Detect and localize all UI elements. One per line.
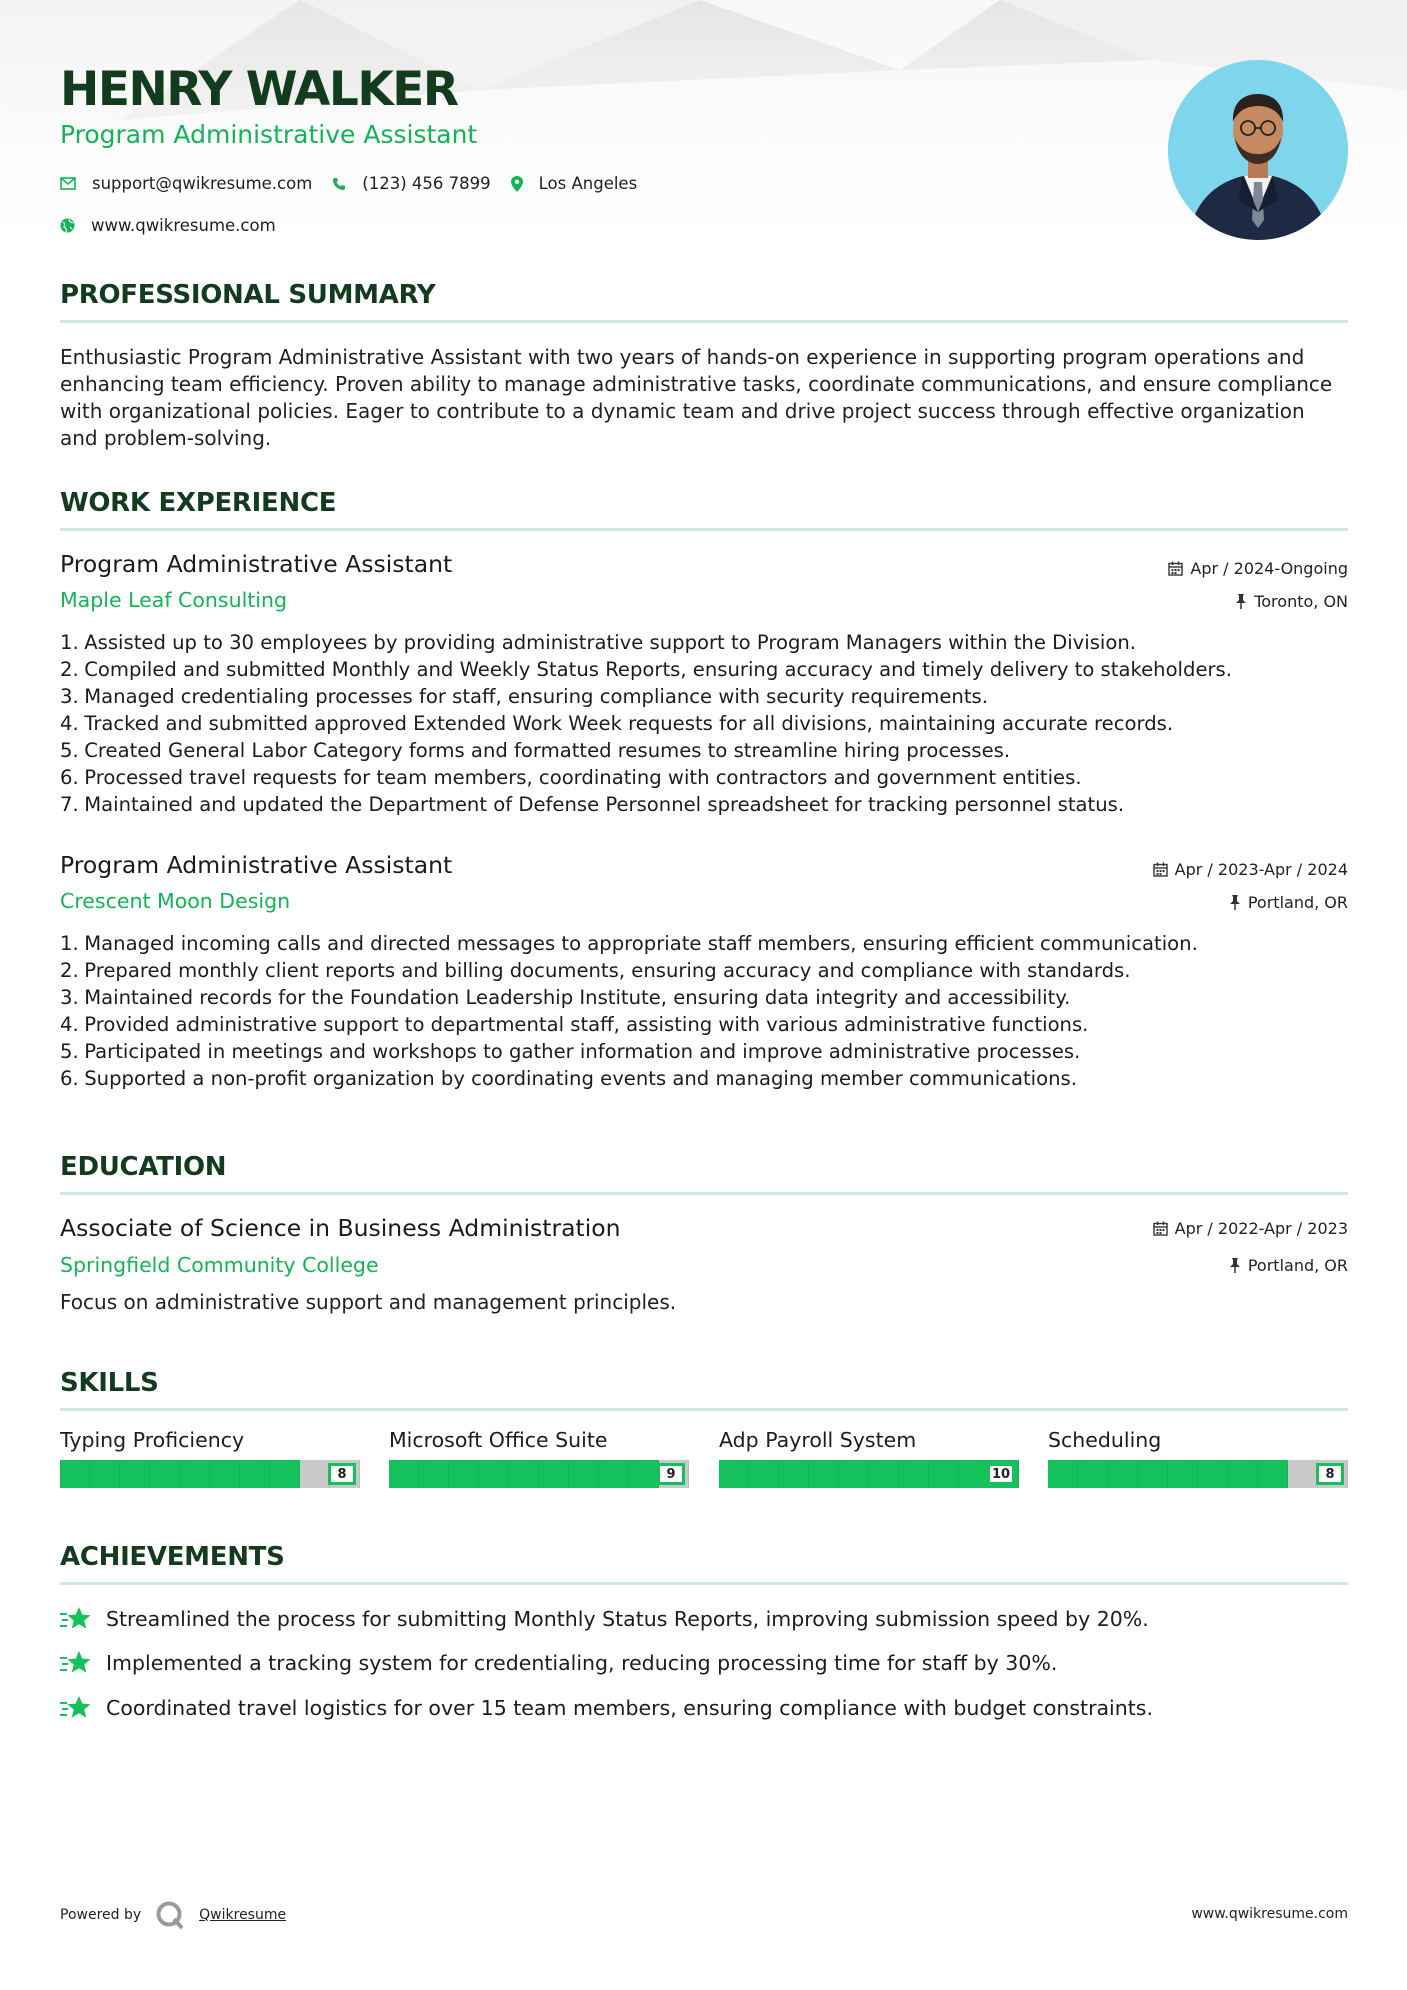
list-item: 7. Maintained and updated the Department of Defense Personnel spreadsheet for tracking personnel status. (60, 793, 1125, 816)
calendar-icon (1153, 862, 1168, 877)
candidate-role: Program Administrative Assistant (60, 120, 478, 149)
skill-level-ticks (60, 1460, 360, 1488)
list-item: 6. Processed travel requests for team members, coordinating with contractors and government entities. (60, 766, 1082, 789)
education-location-text: Portland, OR (1247, 1256, 1348, 1275)
globe-icon (60, 218, 75, 233)
job-location-text: Toronto, ON (1254, 592, 1348, 611)
star-achievement-icon (60, 1695, 92, 1721)
job-location (1235, 592, 1348, 611)
job-dates (1168, 559, 1348, 578)
map-pin-icon (511, 176, 523, 192)
skill-level-badge: 8 (328, 1463, 356, 1485)
job-title: Program Administrative Assistant (60, 851, 453, 879)
achievement-text: Coordinated travel logistics for over 15 team members, ensuring compliance with budget constraints. (106, 1696, 1153, 1720)
list-item: 1. Managed incoming calls and directed messages to appropriate staff members, ensuring efficient communication. (60, 932, 1198, 955)
footer-powered-by (60, 1900, 286, 1930)
powered-by-label: Powered by (60, 1907, 142, 1923)
education-dates-text: Apr / 2022-Apr / 2023 (1174, 1219, 1348, 1238)
job-location-text: Portland, OR (1247, 893, 1348, 912)
qwikresume-logo-icon (155, 1900, 185, 1930)
skill-level-bar (719, 1460, 1019, 1488)
job-title: Program Administrative Assistant (60, 550, 453, 578)
skill-level-bar (60, 1460, 360, 1488)
skill-name: Microsoft Office Suite (389, 1428, 608, 1452)
skill-level-bar (1048, 1460, 1348, 1488)
contact-row (60, 174, 657, 193)
website-text: www.qwikresume.com (91, 216, 276, 235)
summary-heading: PROFESSIONAL SUMMARY (60, 280, 436, 310)
phone-item[interactable] (332, 174, 490, 193)
list-item: 5. Created General Labor Category forms and formatted resumes to streamline hiring processes. (60, 739, 1011, 762)
skills-heading: SKILLS (60, 1368, 159, 1398)
list-item: 6. Supported a non-profit organization by coordinating events and managing member communications. (60, 1067, 1077, 1090)
footer-site-link[interactable]: www.qwikresume.com (1191, 1906, 1348, 1922)
education-note: Focus on administrative support and management principles. (60, 1290, 677, 1314)
job-location (1229, 893, 1348, 912)
skill-level-ticks (1048, 1460, 1348, 1488)
achievements-heading: ACHIEVEMENTS (60, 1542, 285, 1572)
job-responsibilities (60, 930, 1348, 1092)
skill-item (719, 1428, 1019, 1488)
achievement-item (60, 1606, 1149, 1632)
star-achievement-icon (60, 1606, 92, 1632)
location-item (511, 174, 638, 193)
job-dates (1153, 860, 1348, 879)
location-text: Los Angeles (538, 174, 638, 193)
skill-level-badge: 8 (1316, 1463, 1344, 1485)
experience-heading: WORK EXPERIENCE (60, 488, 337, 518)
calendar-icon (1168, 561, 1183, 576)
skill-name: Typing Proficiency (60, 1428, 245, 1452)
achievement-item (60, 1695, 1153, 1721)
list-item: 2. Compiled and submitted Monthly and Weekly Status Reports, ensuring accuracy and timely delivery to stakeholders. (60, 658, 1232, 681)
website-item[interactable] (60, 216, 276, 235)
education-heading: EDUCATION (60, 1152, 227, 1182)
skill-name: Scheduling (1048, 1428, 1162, 1452)
list-item: 4. Tracked and submitted approved Extended Work Week requests for all divisions, maintaining accurate records. (60, 712, 1174, 735)
skill-level-ticks (719, 1460, 1019, 1488)
list-item: 2. Prepared monthly client reports and billing documents, ensuring accuracy and compliance with standards. (60, 959, 1131, 982)
list-item: 1. Assisted up to 30 employees by providing administrative support to Program Managers within the Division. (60, 631, 1136, 654)
section-divider (60, 528, 1348, 531)
pushpin-icon (1235, 594, 1247, 609)
star-achievement-icon (60, 1650, 92, 1676)
skill-item (60, 1428, 360, 1488)
portrait-illustration (1168, 60, 1348, 240)
list-item: 3. Maintained records for the Foundation Leadership Institute, ensuring data integrity and accessibility. (60, 986, 1071, 1009)
skill-level-bar (389, 1460, 689, 1488)
list-item: 3. Managed credentialing processes for staff, ensuring compliance with security requirements. (60, 685, 988, 708)
company-name: Maple Leaf Consulting (60, 588, 288, 612)
resume-page (60, 0, 1348, 1990)
company-name: Crescent Moon Design (60, 889, 291, 913)
skill-name: Adp Payroll System (719, 1428, 917, 1452)
candidate-name: HENRY WALKER (60, 62, 458, 117)
job-dates-text: Apr / 2024-Ongoing (1190, 559, 1348, 578)
pushpin-icon (1229, 1258, 1241, 1273)
list-item: 5. Participated in meetings and workshops to gather information and improve administrative processes. (60, 1040, 1081, 1063)
school-name: Springfield Community College (60, 1253, 379, 1277)
list-item: 4. Provided administrative support to departmental staff, assisting with various administrative functions. (60, 1013, 1089, 1036)
website-row (60, 216, 296, 235)
email-item[interactable] (60, 174, 312, 193)
section-divider (60, 1582, 1348, 1585)
skill-item (389, 1428, 689, 1488)
section-divider (60, 1408, 1348, 1411)
achievement-text: Streamlined the process for submitting Monthly Status Reports, improving submission speed by 20%. (106, 1607, 1149, 1631)
skill-level-badge: 9 (657, 1463, 685, 1485)
envelope-icon (60, 177, 76, 190)
summary-text: Enthusiastic Program Administrative Assistant with two years of hands-on experience in supporting program operations and enhancing team efficiency. Proven ability to manage administrative tasks, coordinate communications, and ensure compliance with organizational policies. Eager to contribute to a dynamic team and drive project success through effective organization and problem-solving. (60, 345, 1333, 450)
phone-icon (332, 177, 346, 191)
education-location (1229, 1256, 1348, 1275)
brand-link[interactable]: Qwikresume (199, 1907, 287, 1923)
section-divider (60, 320, 1348, 323)
section-divider (60, 1192, 1348, 1195)
job-dates-text: Apr / 2023-Apr / 2024 (1174, 860, 1348, 879)
profile-photo (1168, 60, 1348, 240)
phone-text: (123) 456 7899 (362, 174, 491, 193)
skill-item (1048, 1428, 1348, 1488)
calendar-icon (1153, 1221, 1168, 1236)
skill-level-badge: 10 (987, 1463, 1015, 1485)
pushpin-icon (1229, 895, 1241, 910)
achievement-item (60, 1650, 1057, 1676)
achievement-text: Implemented a tracking system for credentialing, reducing processing time for staff by 30%. (106, 1651, 1058, 1675)
email-text: support@qwikresume.com (92, 174, 313, 193)
job-responsibilities (60, 629, 1348, 818)
skill-level-ticks (389, 1460, 689, 1488)
education-dates (1153, 1219, 1348, 1238)
degree-title: Associate of Science in Business Administration (60, 1214, 621, 1242)
